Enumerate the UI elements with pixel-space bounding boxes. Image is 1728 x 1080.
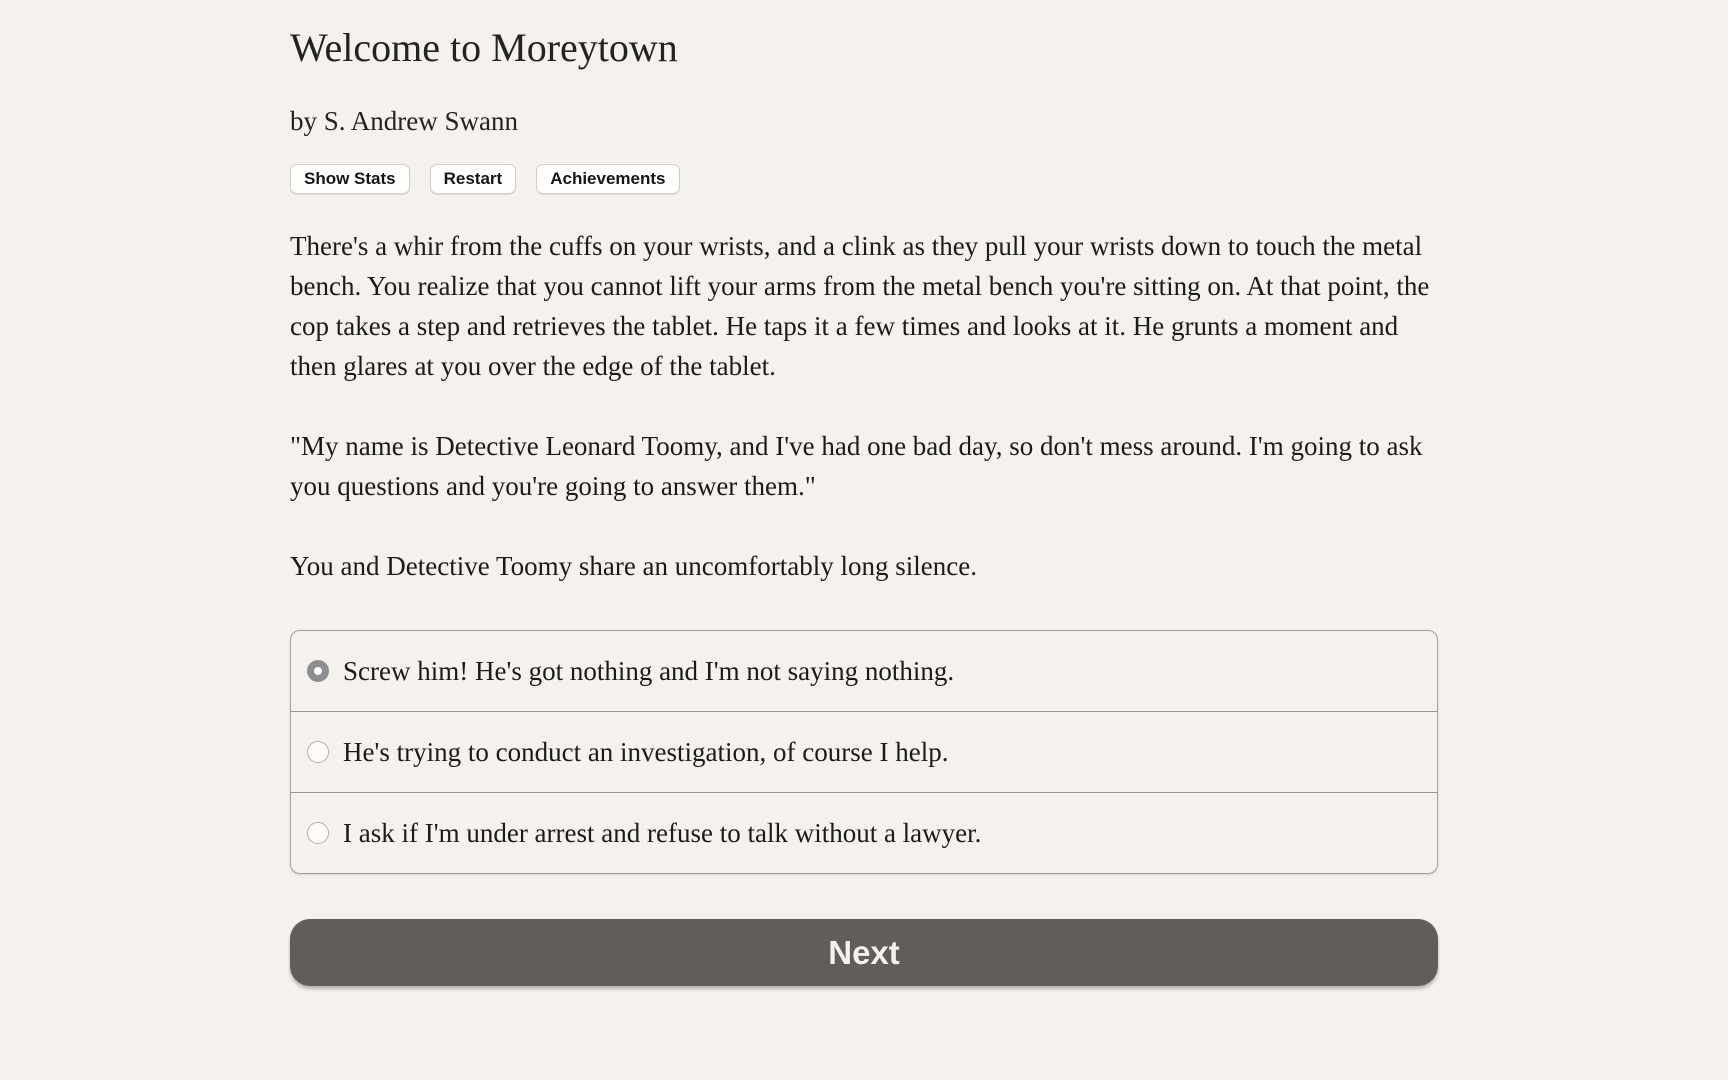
radio-button-icon[interactable] [307, 660, 329, 682]
choice-option-label: He's trying to conduct an investigation, of course I help. [343, 737, 949, 767]
next-button[interactable]: Next [290, 919, 1438, 986]
choice-option-label: I ask if I'm under arrest and refuse to talk without a lawyer. [343, 818, 982, 848]
radio-button-icon[interactable] [307, 822, 329, 844]
author-byline: by S. Andrew Swann [290, 106, 518, 136]
page-title: Welcome to Moreytown [290, 25, 678, 70]
restart-button[interactable]: Restart [430, 164, 517, 194]
radio-button-icon[interactable] [307, 741, 329, 763]
choice-option[interactable] [291, 711, 1437, 792]
achievements-button[interactable]: Achievements [536, 164, 679, 194]
toolbar [290, 164, 1438, 194]
show-stats-button[interactable]: Show Stats [290, 164, 410, 194]
story-text [290, 226, 1438, 586]
choice-option[interactable] [291, 631, 1437, 711]
choice-option-label: Screw him! He's got nothing and I'm not saying nothing. [343, 656, 955, 686]
story-paragraph: There's a whir from the cuffs on your wrists, and a clink as they pull your wrists down to touch the metal bench. You realize that you cannot lift your arms from the metal bench you're sitting on. At that point, the cop takes a step and retrieves the tablet. He taps it a few times and looks at it. He grunts a moment and then glares at you over the edge of the tablet. [290, 231, 1430, 381]
story-paragraph: "My name is Detective Leonard Toomy, and I've had one bad day, so don't mess around. I'm going to ask you questions and you're going to answer them." [290, 431, 1423, 501]
story-paragraph: You and Detective Toomy share an uncomfortably long silence. [290, 551, 977, 581]
choice-list [290, 630, 1438, 874]
game-content [290, 0, 1438, 986]
choice-option[interactable] [291, 792, 1437, 873]
